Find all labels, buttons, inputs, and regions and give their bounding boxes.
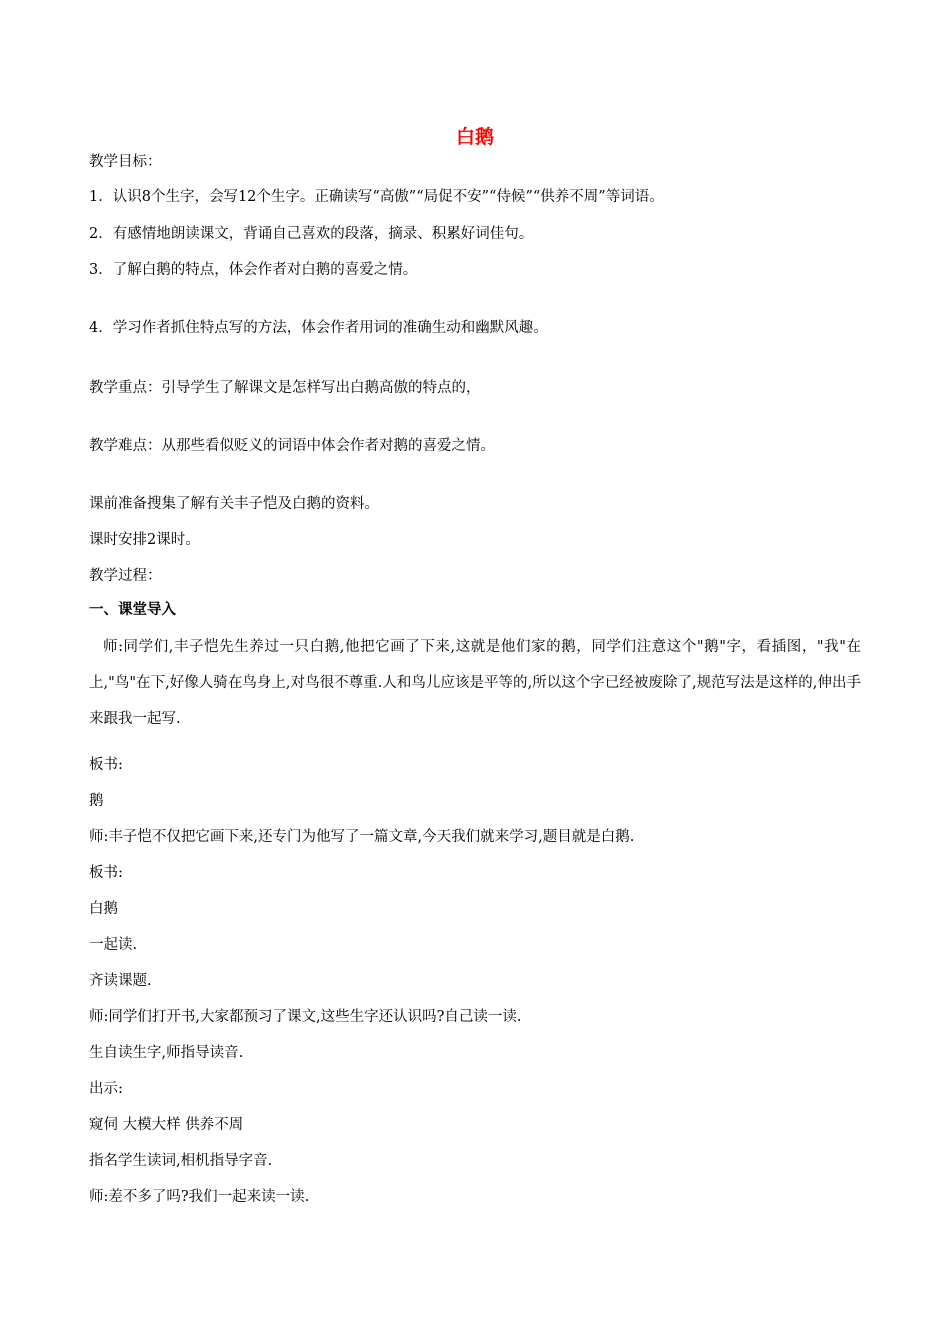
section-heading: 一、课堂导入: [89, 602, 176, 618]
teacher-line: 师:丰子恺不仅把它画下来,还专门为他写了一篇文章,今天我们就来学习,题目就是白鹅.: [89, 829, 635, 845]
objectives-heading: 教学目标：: [89, 154, 162, 170]
display-label: 出示:: [89, 1081, 123, 1097]
objective-item-2: 2．有感情地朗读课文，背诵自己喜欢的段落，摘录、积累好词佳句。: [89, 226, 534, 242]
board-title: 白鹅: [89, 901, 118, 917]
document-title: 白鹅: [455, 126, 494, 148]
instruction-line: 生自读生字,师指导读音.: [89, 1045, 244, 1061]
instruction-line: 一起读.: [89, 937, 138, 953]
schedule-note: 课时安排2课时。: [89, 532, 200, 548]
instruction-line: 指名学生读词,相机指导字音.: [89, 1153, 273, 1169]
objective-item-4: 4．学习作者抓住特点写的方法，体会作者用词的准确生动和幽默风趣。: [89, 320, 548, 336]
teacher-line: 师:同学们打开书,大家都预习了课文,这些生字还认识吗?自己读一读.: [89, 1009, 522, 1025]
intro-paragraph: 师:同学们,丰子恺先生养过一只白鹅,他把它画了下来,这就是他们家的鹅，同学们注意这个"鹅"字，看插图，"我"在上,"鸟"在下,好像人骑在鸟身上,对鸟很不尊重.人和鸟儿应该是平等的,所以这个字已经被废除了,规范写法是这样的,伸出手来跟我一起写.: [89, 639, 861, 727]
board-character: 鹅: [89, 793, 104, 809]
board-label: 板书:: [89, 865, 123, 881]
board-label: 板书:: [89, 757, 123, 773]
preparation-note: 课前准备搜集了解有关丰子恺及白鹅的资料。: [89, 496, 379, 512]
process-heading: 教学过程：: [89, 568, 162, 584]
instruction-line: 齐读课题.: [89, 973, 152, 989]
vocabulary-line: 窥伺 大模大样 供养不周: [89, 1117, 244, 1133]
teacher-line: 师:差不多了吗?我们一起来读一读.: [89, 1189, 310, 1205]
objective-item-1: 1．认识8个生字，会写12个生字。正确读写“高傲”“局促不安”“侍候”“供养不周”等词语。: [89, 189, 664, 205]
objective-item-3: 3．了解白鹅的特点，体会作者对白鹅的喜爱之情。: [89, 262, 418, 278]
key-point: 教学重点：引导学生了解课文是怎样写出白鹅高傲的特点的，: [89, 380, 481, 396]
difficult-point: 教学难点：从那些看似贬义的词语中体会作者对鹅的喜爱之情。: [89, 438, 495, 454]
